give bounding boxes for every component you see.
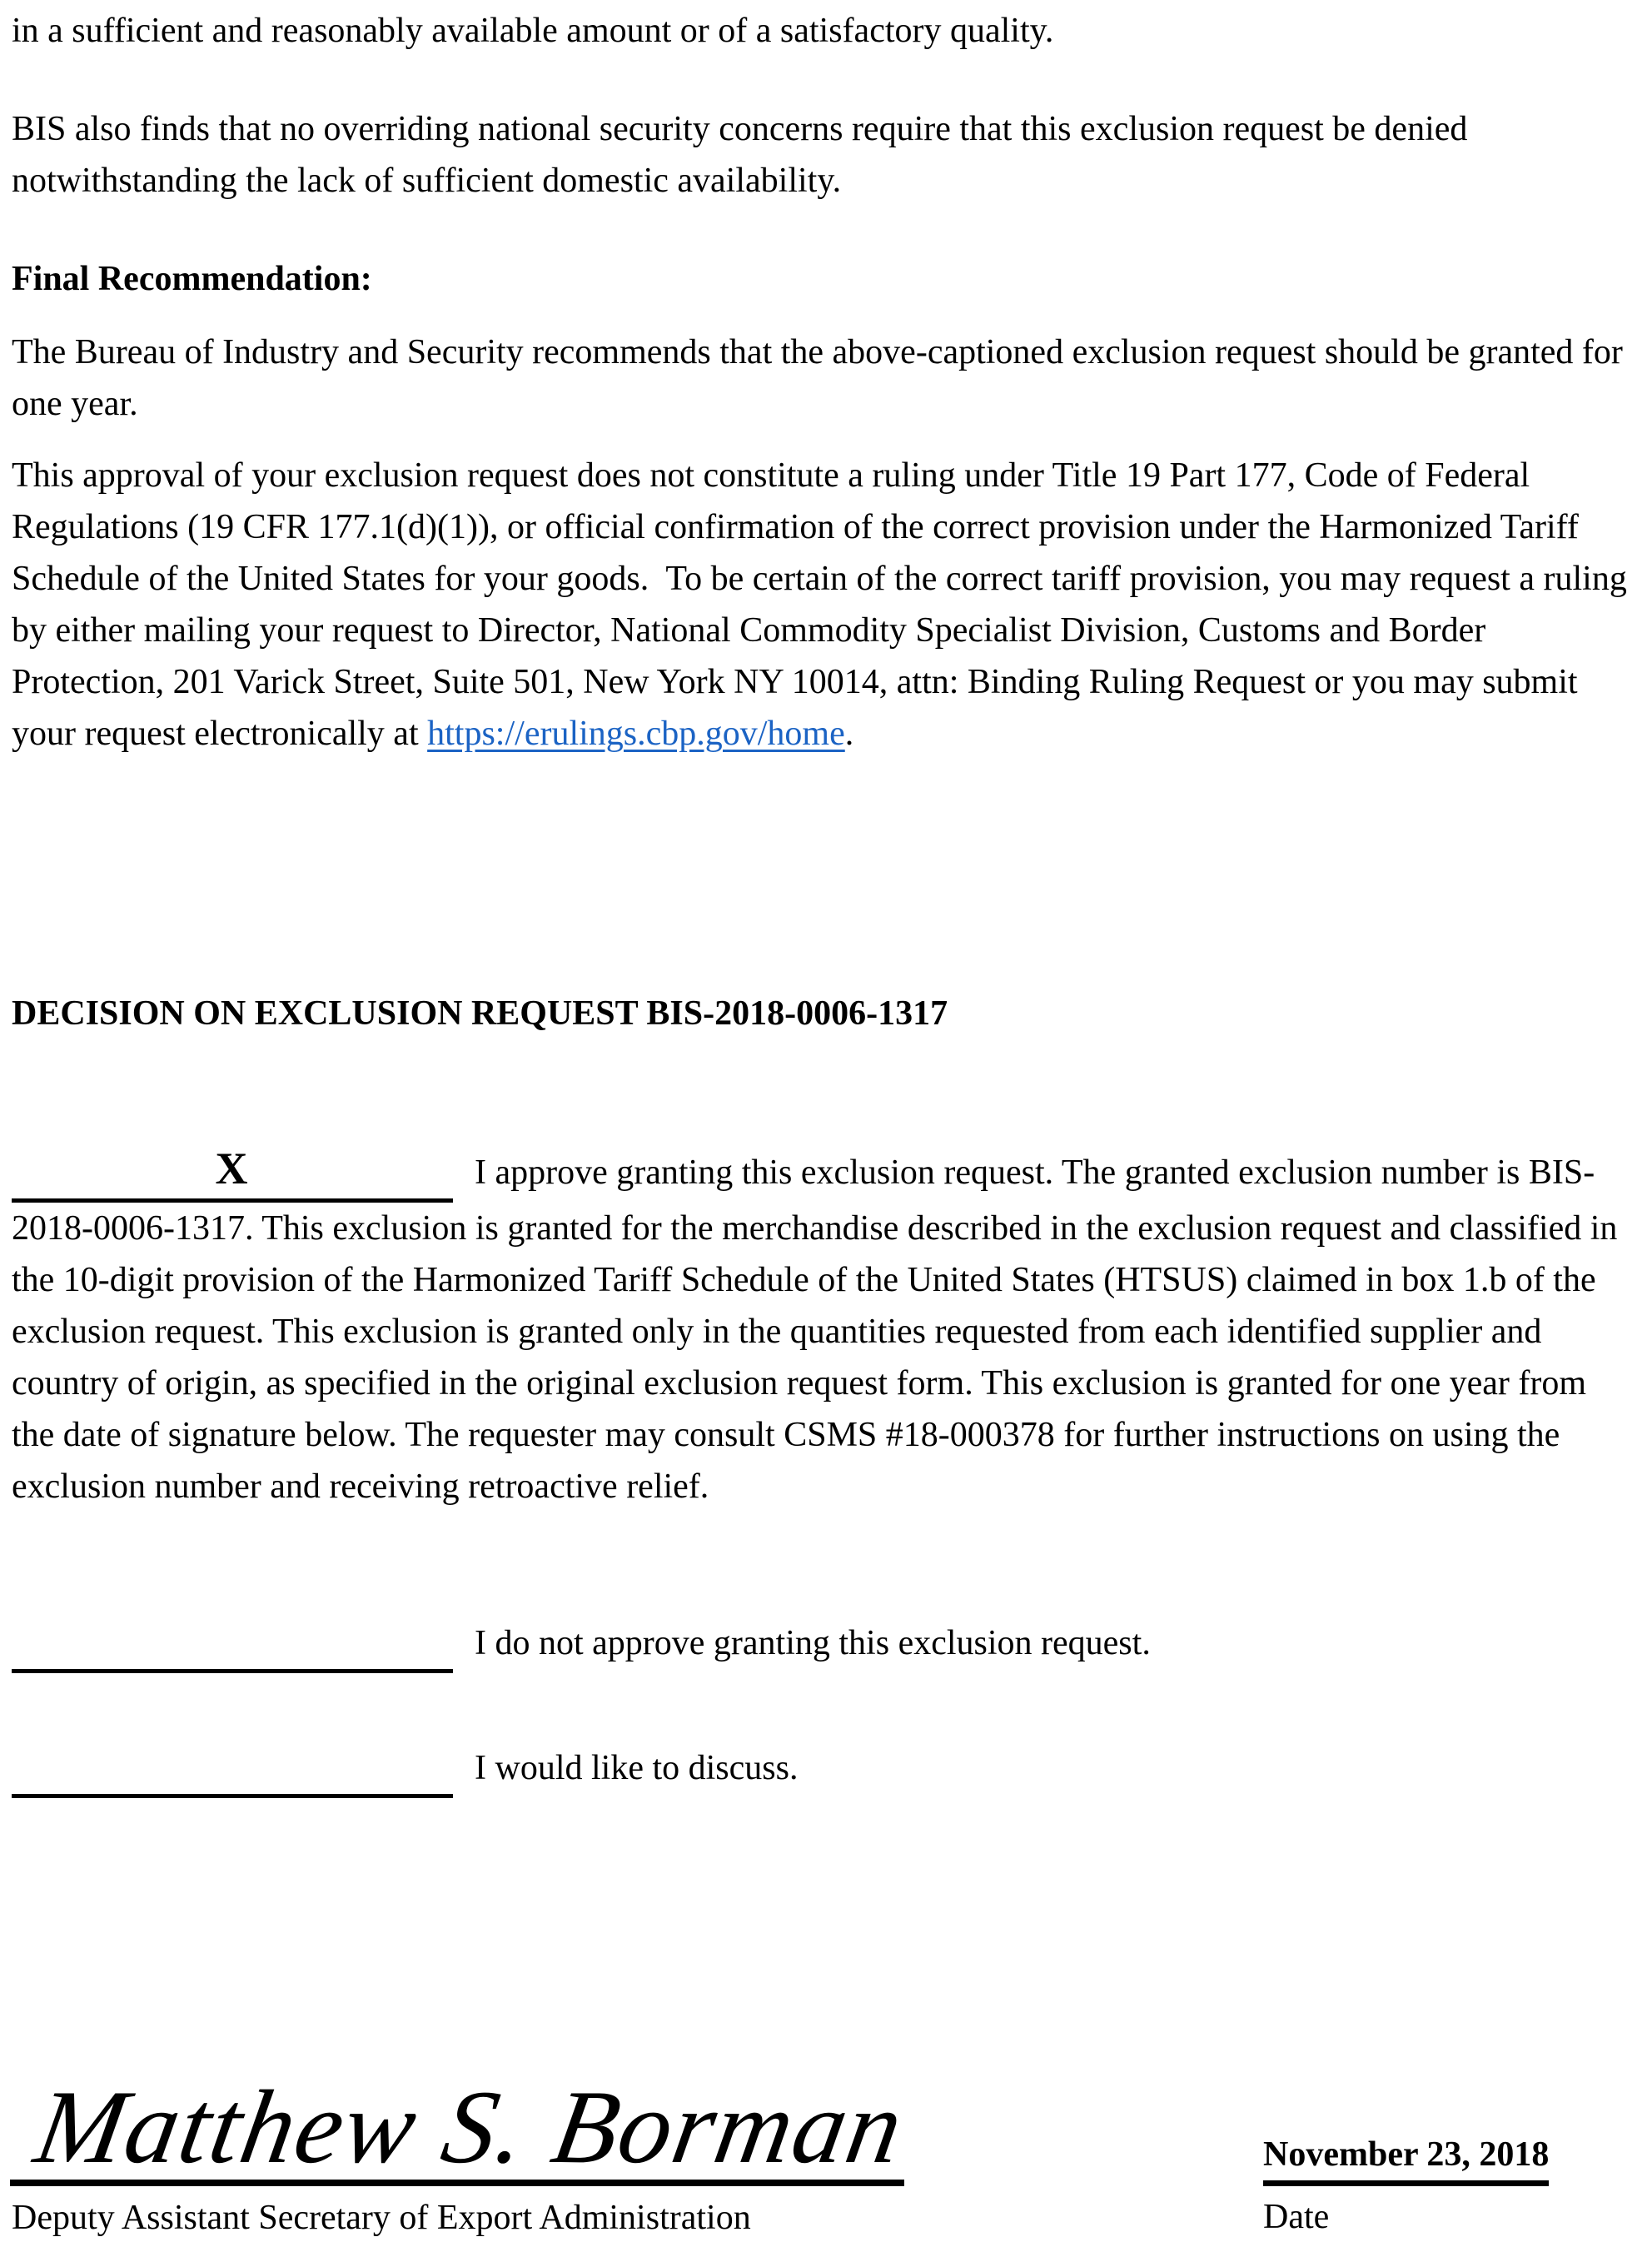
disapprove-blank-line (12, 1617, 453, 1673)
signature-line (10, 2180, 904, 2186)
final-recommendation-heading: Final Recommendation: (12, 260, 372, 298)
recommendation-paragraph: The Bureau of Industry and Security recommends that the above-captioned exclusion request should be granted for one year. (12, 333, 1632, 423)
date-value: November 23, 2018 (1263, 2129, 1549, 2186)
signature-cursive: Matthew S. Borman (27, 2070, 913, 2185)
date-block (1263, 2129, 1630, 2242)
discuss-paragraph (12, 1742, 1630, 1798)
disapprove-text: I do not approve granting this exclusion request. (475, 1624, 1151, 1662)
ruling-disclaimer-paragraph (12, 450, 1636, 760)
approval-blank-line (12, 1143, 453, 1203)
erulings-link[interactable]: https://erulings.cbp.gov/home (427, 715, 845, 753)
bis-finding-paragraph: BIS also finds that no overriding national security concerns require that this exclusion request be denied notwithstanding the lack of sufficient domestic availability. (12, 110, 1476, 200)
ruling-disclaimer-text: This approval of your exclusion request does not constitute a ruling under Title 19 Part 177, Code of Federal Regulations (19 CFR 177.1(d)(1)), or official confirmation of the correct provision under the Harmonized Tariff Schedule of the United States for your goods. To be certain of the correct tariff provision, you may request a ruling by either mailing your request to Director, National Commodity Specialist Division, Customs and Border Protection, 201 Varick Street, Suite 501, New York NY 10014, attn: Binding Ruling Request or you may submit your request electronically at (12, 456, 1636, 753)
approve-text: I approve granting this exclusion request. The granted exclusion number is BIS-2018-0006-1317. This exclusion is granted for the merchandise described in the exclusion request and classified in the 10-digit provision of the Harmonized Tariff Schedule of the United States (HTSUS) claimed in box 1.b of the exclusion request. This exclusion is granted only in the quantities requested from each identified supplier and country of origin, as specified in the original exclusion request form. This exclusion is granted for one year from the date of signature below. The requester may consult CSMS #18-000378 for further instructions on using the exclusion number and receiving retroactive relief. (12, 1153, 1626, 1506)
discuss-blank-line (12, 1742, 453, 1798)
discuss-text: I would like to discuss. (475, 1749, 799, 1787)
signatory-title: Deputy Assistant Secretary of Export Administration (12, 2199, 751, 2237)
approve-paragraph (12, 1143, 1630, 1512)
approve-x-mark: X (215, 1143, 250, 1193)
intro-paragraph: in a sufficient and reasonably available amount or of a satisfactory quality. (12, 12, 1054, 50)
ruling-disclaimer-period: . (844, 715, 854, 753)
disapprove-paragraph (12, 1617, 1630, 1673)
decision-heading: DECISION ON EXCLUSION REQUEST BIS-2018-0006-1317 (12, 994, 948, 1033)
date-label: Date (1263, 2198, 1330, 2236)
